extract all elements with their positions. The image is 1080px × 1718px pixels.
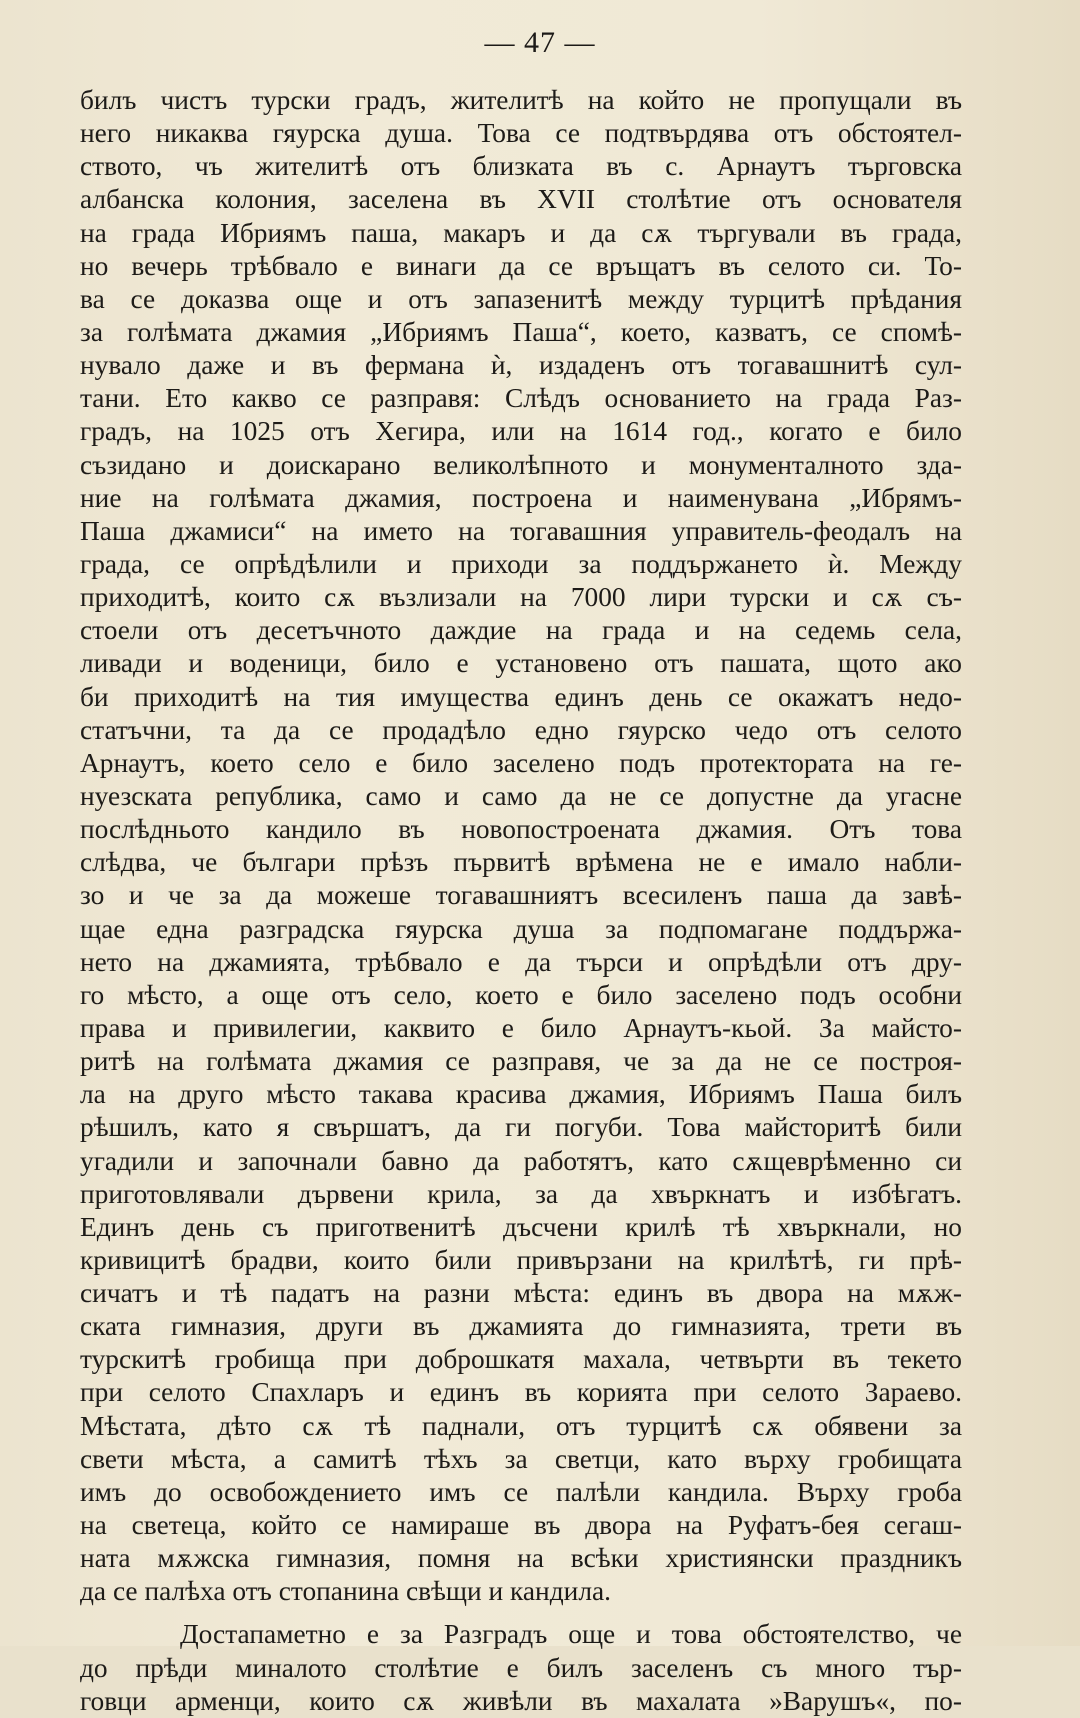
- text-line: ритѣ на голѣмата джамия се разправя, че за да не се построя-: [80, 1046, 962, 1077]
- text-line: ливади и воденици, било е установено отъ пашата, щото ако: [80, 648, 962, 679]
- text-line: ние на голѣмата джамия, построена и наименувана „Ибрямъ-: [80, 482, 962, 513]
- text-line: тани. Ето какво се разправя: Слѣдъ основанието на града Раз-: [80, 383, 962, 414]
- text-line: ската гимназия, други въ джамията до гимназията, трети въ: [80, 1311, 962, 1342]
- text-line: на светеца, който се намираше въ двора на Руфатъ-бея сегаш-: [80, 1510, 962, 1541]
- text-line: статъчни, та да се продадѣло едно гяурско чедо отъ селото: [80, 714, 962, 745]
- text-line: говци арменци, които сѫ живѣли въ махалата »Варушъ«, по-: [80, 1685, 962, 1716]
- text-line: но вечерь трѣбвало е винаги да се връщатъ въ селото си. То-: [80, 250, 962, 281]
- text-line: Единъ день съ приготвенитѣ дъсчени крилѣ тѣ хвъркнали, но: [80, 1211, 962, 1242]
- text-line: Достапаметно е за Разградъ още и това обстоятелство, че: [180, 1619, 962, 1650]
- text-line: Мѣстата, дѣто сѫ тѣ паднали, отъ турцитѣ сѫ обявени за: [80, 1410, 962, 1441]
- text-line: ната мѫжска гимназия, помня на всѣки християнски праздникъ: [80, 1543, 962, 1574]
- text-line: стоели отъ десетъчното даждие на града и на седемь села,: [80, 615, 962, 646]
- text-line: сичатъ и тѣ падатъ на разни мѣста: единъ въ двора на мѫж-: [80, 1278, 962, 1309]
- text-line: нувало даже и въ фермана ѝ, издаденъ отъ тогавашнитѣ сул-: [80, 350, 962, 381]
- text-line: града, се опрѣдѣлили и приходи за поддържането ѝ. Между: [80, 548, 962, 579]
- text-line: приходитѣ, които сѫ възлизали на 7000 лири турски и сѫ съ-: [80, 582, 962, 613]
- paragraph: [80, 84, 962, 1608]
- text-line: права и привилегии, каквито е било Арнаутъ-кьой. За майсто-: [80, 1012, 962, 1043]
- body-text: [80, 84, 962, 1718]
- text-line: го мѣсто, а още отъ село, което е било заселено подъ особни: [80, 979, 962, 1010]
- text-line: нето на джамията, трѣбвало е да търси и опрѣдѣли отъ дру-: [80, 946, 962, 977]
- text-line: рѣшилъ, като я свършатъ, да ги погуби. Това майсторитѣ били: [80, 1112, 962, 1143]
- text-line: на града Ибриямъ паша, макаръ и да сѫ търгували въ града,: [80, 217, 962, 248]
- text-line: приготовлявали дървени крила, за да хвъркнатъ и избѣгатъ.: [80, 1178, 962, 1209]
- text-line: при селото Спахларъ и единъ въ корията при селото Зараево.: [80, 1377, 962, 1408]
- text-line: свети мѣста, а самитѣ тѣхъ за светци, като върху гробищата: [80, 1443, 962, 1474]
- text-line: Паша джамиси“ на името на тогавашния управитель-феодалъ на: [80, 515, 962, 546]
- text-line: слѣдва, че българи прѣзъ първитѣ врѣмена не е имало набли-: [80, 847, 962, 878]
- text-line: албанска колония, заселена въ XVII столѣтие отъ основателя: [80, 184, 962, 215]
- text-line: него никаква гяурска душа. Това се подтвърдява отъ обстоятел-: [80, 118, 962, 149]
- text-line: би приходитѣ на тия имущества единъ день се окажатъ недо-: [80, 681, 962, 712]
- text-line: кривицитѣ брадви, които били привързани на крилѣтѣ, ги прѣ-: [80, 1244, 962, 1275]
- text-line: билъ чистъ турски градъ, жителитѣ на който не пропущали въ: [80, 85, 962, 115]
- text-line: градъ, на 1025 отъ Хегира, или на 1614 год., когато е било: [80, 416, 962, 447]
- text-line: нуезската република, само и само да не се допустне да угасне: [80, 780, 962, 811]
- text-line: угадили и започнали бавно да работятъ, като сѫщеврѣменно си: [80, 1145, 962, 1176]
- text-line: до прѣди миналото столѣтие е билъ заселенъ съ много тър-: [80, 1652, 962, 1683]
- text-line: щае една разградска гяурска душа за подпомагане поддържа-: [80, 913, 962, 944]
- text-line: ла на друго мѣсто такава красива джамия, Ибриямъ Паша билъ: [80, 1079, 962, 1110]
- text-line: Арнаутъ, което село е било заселено подъ протектората на ге-: [80, 747, 962, 778]
- text-line: да се палѣха отъ стопанина свѣщи и кандила.: [80, 1576, 611, 1607]
- text-line: ва се доказва още и отъ запазенитѣ между турцитѣ прѣдания: [80, 283, 962, 314]
- text-line: зо и че за да можеше тогавашниятъ всесиленъ паша да завѣ-: [80, 880, 962, 911]
- text-line: съзидано и доискарано великолѣпното и монументалното зда-: [80, 449, 962, 480]
- text-line: за голѣмата джамия „Ибриямъ Паша“, което, казватъ, се спомѣ-: [80, 316, 962, 347]
- paragraph-gap: [80, 1608, 962, 1618]
- paragraph: [80, 1618, 962, 1717]
- text-line: ството, чъ жителитѣ отъ близката въ с. Арнаутъ търговска: [80, 151, 962, 182]
- text-line: имъ до освобождението имъ се палѣли кандила. Върху гроба: [80, 1476, 962, 1507]
- text-line: турскитѣ гробища при доброшкатя махала, четвърти въ текето: [80, 1344, 962, 1375]
- page-number: — 47 —: [484, 26, 596, 59]
- text-line: послѣдньото кандило въ новопостроената джамия. Отъ това: [80, 814, 962, 845]
